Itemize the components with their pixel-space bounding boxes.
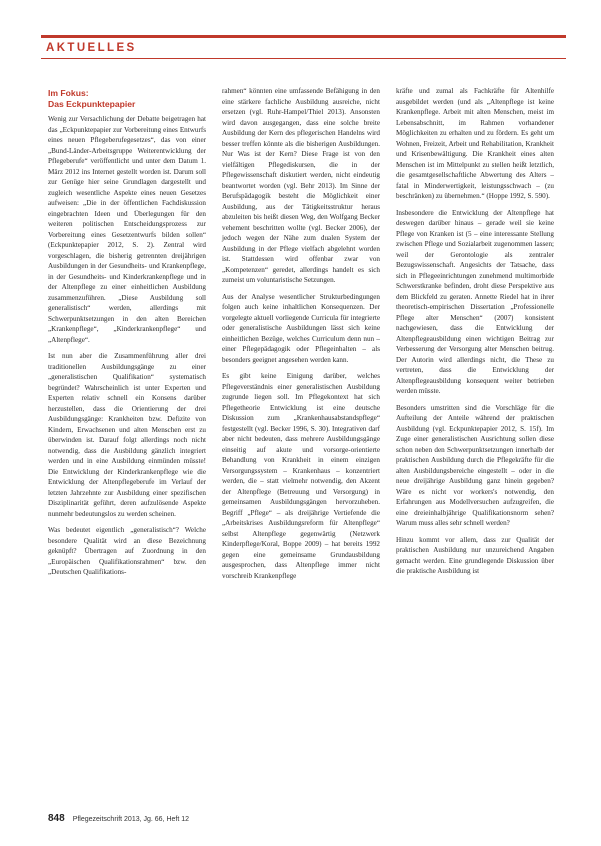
paragraph: Es gibt keine Einigung darüber, welches Pflegeverständnis einer generalistischen Ausbildung zugrunde liegen soll. Im Pflegekontext hat sich Pflegetheorie Entwicklung ist eine deutsche Diskussion zum „Krankenhausabstandspflege“ festgestellt (vgl. Becker 1996, S. 30). Integrativen darf aber nicht bedeuten, dass mehrere Ausbildungsgänge einseitig auf akute und vorsorge-orientierte Behandlung von Krankheit in einem einzigen Versorgungssystem – Krankenhaus – konzentriert werden, die – statt vielmehr notwendig, den Akzent der Altenpflege (Betreuung und Versorgung) in gemeinsamen Ausbildungsgängen hervorzuheben. Begriff „Pflege“ – als dreijährige Vertiefende die „Arbeitskrises Ausbildungsreform für Altenpflege“ selbst Altenpflege gegenwärtig (Netzwerk Kinderpflege/Koral, Boppe 2009) – hat bereits 1992 gegen eine gemeinsame Grundausbildung ausgesprochen, dass Altenpflege immer nicht vorschreib Krankenpflege bbox=[222, 372, 380, 580]
paragraph: Hinzu kommt vor allem, dass zur Qualität der praktischen Ausbildung nur unzureichend Angaben gemacht werden. Eine grundlegende Diskussion über die praktische Ausbildung ist bbox=[396, 535, 554, 575]
paragraph: Wenig zur Versachlichung der Debatte beigetragen hat das „Eckpunktepapier zur Vorbereitung eines Entwurfs eines neuen Pflegeberufegesetzes“, das von einer „Bund-Länder-Arbeitsgruppe Weiterentwicklung der Pflegeberufe“ veröffentlicht und unter dem Datum 1. März 2012 ins Internet gestellt worden ist. Darum soll zur Genüge hier seine Grundlagen dargestellt und zugleich wesentliche Aspekte eines neuen Gesetzes aufweisen: „Die in der öffentlichen Fachdiskussion eingebrachten Ideen und Überlegungen für den weiteren politischen Entscheidungsprozess zur Vorbereitung eines Gesetzentwurfs bilden sollen“ (Eckpunktepapier 2012, S. 2). Zentral wird vorgeschlagen, die bisherig getrennten dreijährigen Ausbildungen in der Gesundheits- und Krankenpflege, in der Gesundheits- und Kinderkrankenpflege und in der Altenpflege zu einer einheitlichen Ausbildung zusammenzuführen. „Diese Ausbildung soll generalistisch“ werden, allerdings mit Schwerpunktsetzungen in den alten Bereichen „Krankenpflege“, „Kinderkrankenpflege“ und „Altenpflege“. bbox=[48, 115, 206, 344]
page-number: 848 bbox=[48, 813, 65, 824]
text-column-2 bbox=[222, 86, 380, 587]
paragraph: Insbesondere die Entwicklung der Altenpflege hat deswegen darüber hinaus – gerade weil sie keine Pflege von Kranken ist (5 – eine interessante Stellung zwischen Pflege und Sozialarbeit zugenommen lassen; weil der Gerontologie als zentraler Bezugswissenschaft. Angesichts der Tatsache, dass sich in Pflegeeinrichtungen zunehmend multimorbide Schwerstkranke befinden, droht diese Perspektive aus dem Blickfeld zu geraten. Annette Riedel hat in ihrer theoretisch-empirischen Dissertation „Professionelle Pflege alter Menschen“ (2007) konsistent nachgewiesen, dass die Entwicklung der Altenpflegeausbildung einen wichtigen Beitrag zur Verbesserung der Versorgung alter Menschen beitrug. Der Autorin wird allerdings nicht, die These zu vertreten, dass die Entwicklung der Altenpflegeausbildung konsequent weiter betrieben werden müsste. bbox=[396, 208, 554, 395]
paragraph: kräfte und zumal als Fachkräfte für Altenhilfe ausgebildet werden (und als „Altenpflege ist keine Krankenpflege. Arbeit mit alten Menschen, meist im Lebensabschnitt, im Rahmen vorhandener Möglichkeiten zu erhalten und zu fördern. Es geht um Wohnen, Freizeit, Arbeit und Rehabilitation, Krankheit und Krisenbewältigung. Die Krankheit eines alten Menschen ist im Mittelpunkt zu stellen heißt letztlich, die gesamtgesellschaftliche Abwertung des Alters – fatal in Minderwertigkeit, leistungsschwach – (zu beschränken) zu übernehmen.“ (Hoppe 1992, S. 590). bbox=[396, 87, 554, 200]
article-heading-line-1: Im Fokus: bbox=[48, 88, 89, 98]
section-label: AKTUELLES bbox=[46, 42, 137, 54]
paragraph: Aus der Analyse wesentlicher Strukturbedingungen folgen auch keine inhaltlichen Konsequenzen. Der vorgelegte aktuell vorliegende Curricula für integrierte oder generalistische Ausbildungen lässt sich keine einheitlichen Bezüge, welches Curriculum denn nun – einer Pflegepädagogik oder Pflegeinhalten – als besonders geeignet angesehen werden kann. bbox=[222, 292, 380, 364]
paragraph: rahmen“ könnten eine umfassende Befähigung in den eine stärkere fachliche Ausbildung ausreiche, nicht ersetzen (vgl. Ruhr-Hampel/Thiel 2013). Ansonsten wird davon ausgegangen, dass eine solche breite Ausbildung der Kern des pflegerischen Handelns wird besser treffen könnte als die bisherigen Ausbildungen. Nur Was ist der Kern? Diese Frage ist von den vielfältigen Pflegediskursen, die in der Pflegewissenschaft diskutiert werden, nicht eindeutig beantwortet worden (vgl. Behr 2013). Im Sinne der Berufspädagogik besteht die Möglichkeit einer Ausbildung, aus der Tätigkeitsstruktur heraus abzuleiten bis heißt diesen Weg, den Wolfgang Becker vehement beschritten wollte (vgl. Becker 2006), der jedoch wegen der Nähe zum dualen System der Ausbildung in der Pflege vielfach abgelehnt worden ist. Stattdessen wird offenbar zwar von „Kompetenzen“ geredet, allerdings handelt es sich zumeist um voluntaristische Setzungen. bbox=[222, 87, 380, 284]
paragraph: Ist nun aber die Zusammenführung aller drei traditionellen Ausbildungsgänge zu einer „generalistischen Qualifikation“ systematisch begründet? Wahrscheinlich ist unter Experten und Experten relativ schnell ein Konsens darüber herzustellen, dass die Orientierung der drei Ausbildungsgänge: Krankheiten bzw. Defizite von Kindern, Erwachsenen und alten Menschen erst zu überwinden ist. Darauf folgt allerdings noch nicht notwendig, dass die Ausbildung gänzlich integriert werden und in eine Ausbildung einmünden müsste! Die Entwicklung der Kinderkrankenpflege wie die Entwicklung der Altenpflegeberufe im Verlauf der letzten Jahrzehnte zur Ausbildung einer spezifischen Disziplinarität geführt, deren aufzulösende Aspekte nunmehr bedeutungslos zu werden scheinen. bbox=[48, 352, 206, 518]
article-heading bbox=[48, 88, 206, 110]
paragraph: Besonders umstritten sind die Vorschläge für die Aufteilung der Anteile während der praktischen Ausbildung (vgl. Eckpunktepapier 2012, S. 15f). Im Zuge einer generalistischen Ausrichtung sollen diese schon neben den Schwerpunktsetzungen innerhalb der praktischen Ausbildung durch die Pflegekräfte für die alten Ausbildungsbereiche eingestellt – oder in die neue dreijährige Ausbildung ganz hinein gegeben? Wäre es nicht vor workers's notwendig, den Erfahrungen aus Modellversuchen aufzugreifen, die eine dreieinhalbjährige Qualifikationsnorm sehen? Warum muss alles sehr schnell werden? bbox=[396, 403, 554, 527]
paragraph: Was bedeutet eigentlich „generalistisch“? Welche besondere Qualität wird an diese Bezeichnung geknüpft? Übertragen auf Zuordnung in den „Europäischen Qualifikationsrahmen“ bzw. den „Deutschen Qualifikations- bbox=[48, 526, 206, 576]
header-rule bbox=[41, 35, 566, 38]
article-heading-line-2: Das Eckpunktepapier bbox=[48, 99, 136, 109]
text-column-3 bbox=[396, 86, 554, 583]
header-underline bbox=[41, 58, 566, 59]
page-footer bbox=[48, 813, 189, 824]
text-column-1 bbox=[48, 86, 206, 584]
journal-info: Pflegezeitschrift 2013, Jg. 66, Heft 12 bbox=[72, 816, 190, 823]
